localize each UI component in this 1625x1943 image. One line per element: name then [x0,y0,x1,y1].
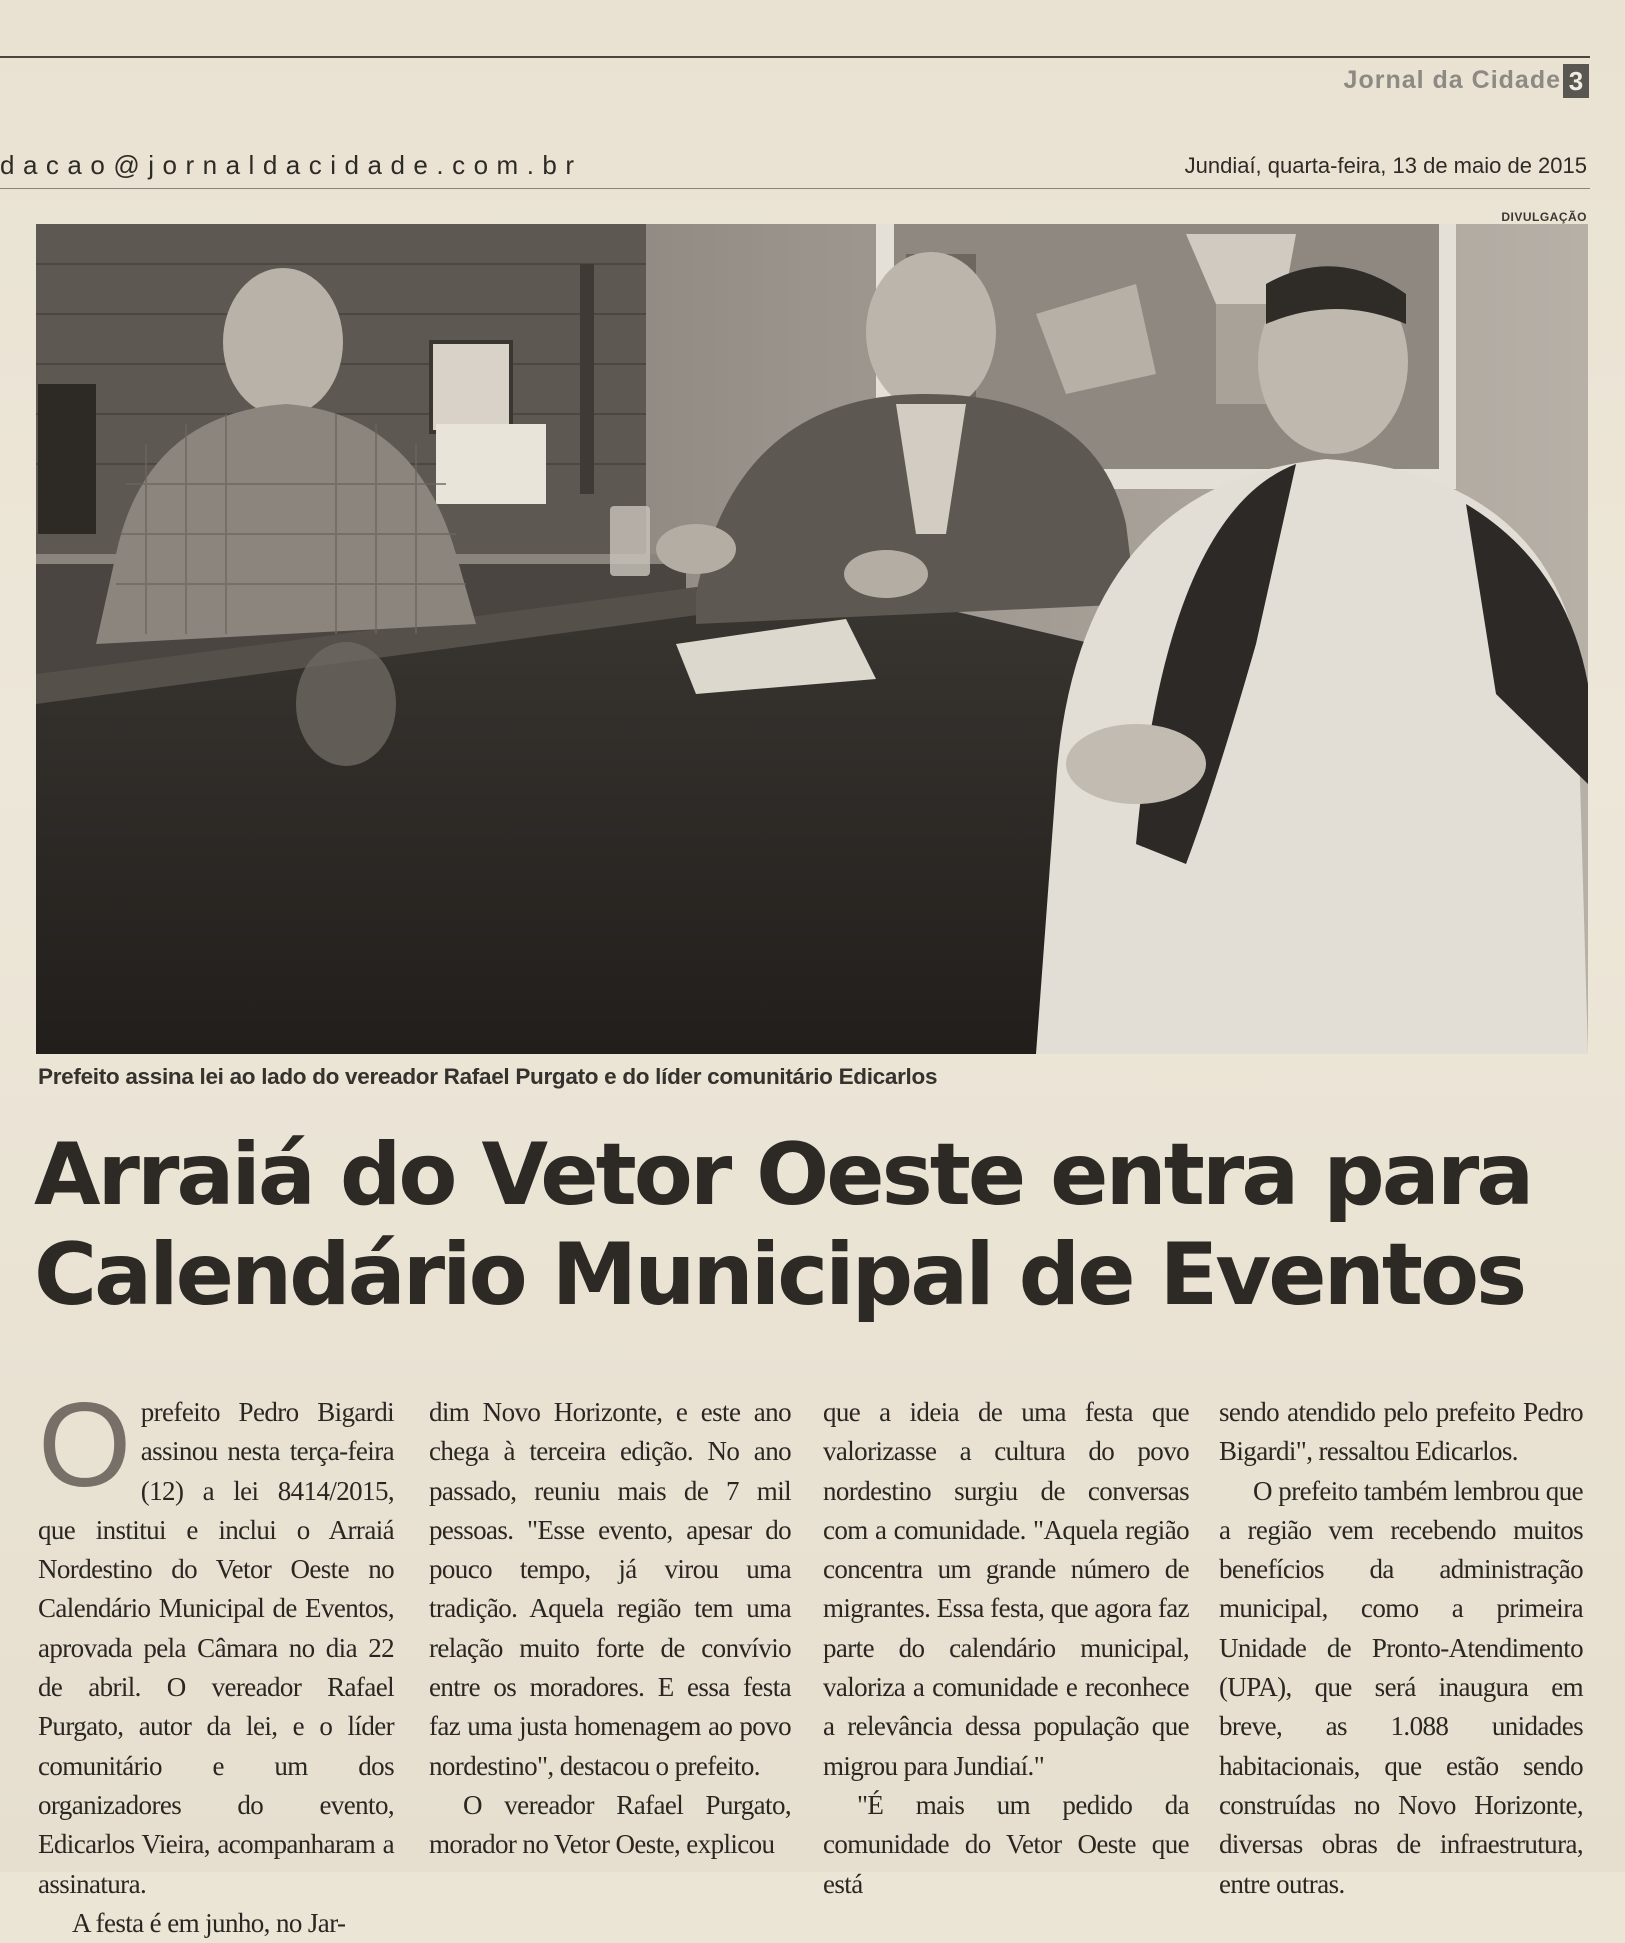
article-column-2 [429,1393,791,1865]
article-paragraph: sendo atendido pelo prefeito Pedro Bigardi", ressaltou Edicarlos. [1219,1397,1583,1467]
article-paragraph: "É mais um pedido da comunidade do Vetor Oeste que está [823,1789,1189,1899]
article-column-1 [38,1378,394,1943]
photo-caption: Prefeito assina lei ao lado do vereador Rafael Purgato e do líder comunitário Edicarlos [38,1064,938,1089]
dateline: Jundiaí, quarta-feira, 13 de maio de 2015 [1184,153,1587,178]
article-paragraph: O vereador Rafael Purgato, morador no Vetor Oeste, explicou [429,1789,791,1860]
article-paragraph: O prefeito também lembrou que a região vem recebendo muitos benefícios da administração municipal, como a primeira Unidade de Pronto-Atendimento (UPA), que será inaugura em breve, as 1.088 unidades habitacionais, que estão sendo construídas no Novo Horizonte, diversas obras de infraestrutura, entre outras. [1219,1475,1583,1899]
drop-cap: O [38,1378,131,1512]
article-paragraph: dim Novo Horizonte, e este ano chega à terceira edição. No ano passado, reuniu mais de 7 mil pessoas. "Esse evento, apesar do pouco tempo, já virou uma tradição. Aquela região tem uma relação muito forte de convívio entre os moradores. E essa festa faz uma justa homenagem ao povo nordestino", destacou o prefeito. [429,1397,791,1781]
article-paragraph: A festa é em junho, no Jar- [72,1907,346,1938]
masthead: Jornal da Cidade [1343,66,1561,94]
page-number: 3 [1563,64,1589,98]
article-paragraph: que a ideia de uma festa que valorizasse a cultura do povo nordestino surgiu de conversas com a comunidade. "Aquela região concentra um grande número de migrantes. Essa festa, que agora faz parte do calendário municipal, valoriza a comunidade e reconhece a relevância dessa população que migrou para Jundiaí." [823,1397,1189,1781]
headline-line-1: Arraiá do Vetor Oeste entra para [34,1125,1532,1225]
header-rule [0,188,1590,189]
photo-illustration [36,224,1588,1054]
article-column-4 [1219,1393,1583,1904]
top-rule [0,56,1590,58]
contact-email: dacao@jornaldacidade.com.br [0,150,583,180]
news-photo [36,224,1588,1054]
headline-line-2: Calendário Municipal de Eventos [34,1225,1525,1325]
article-column-3 [823,1393,1189,1904]
article-paragraph: prefeito Pedro Bigardi assinou nesta terça-feira (12) a lei 8414/2015, que institui e inclui o Arraiá Nordestino do Vetor Oeste no Calendário Municipal de Eventos, aprovada pela Câmara no dia 22 de abril. O vereador Rafael Purgato, autor da lei, e o líder comunitário e um dos organizadores do evento, Edicarlos Vieira, acompanharam a assinatura. [38,1397,394,1899]
photo-credit: DIVULGAÇÃO [1501,210,1587,224]
